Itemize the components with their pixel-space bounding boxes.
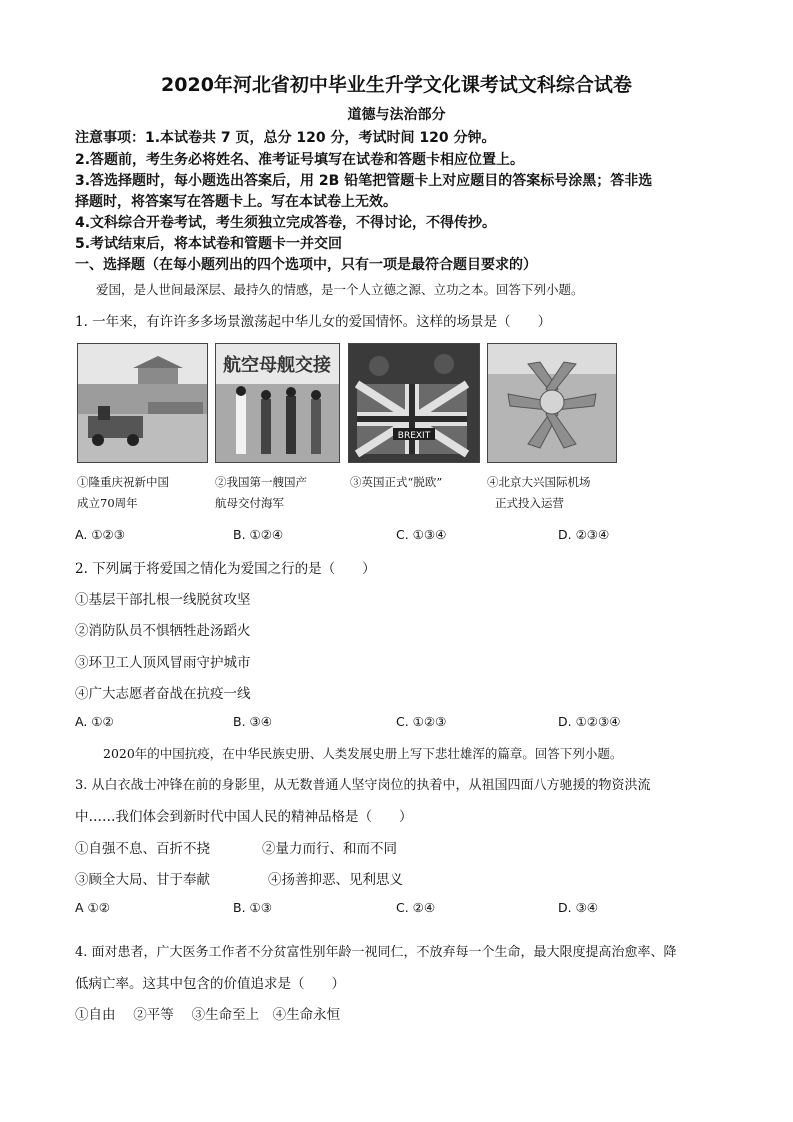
note-line: 3.答选择题时，每小题选出答案后，用 2B 铅笔把管题卡上对应题目的答案标号涂黑；答非选 [75, 173, 653, 189]
caption-4: ④北京大兴国际机场 正式投入运营 [487, 475, 591, 510]
option-b: B. ③④ [233, 714, 272, 729]
note-line: 4.文科综合开卷考试，考生须独立完成答卷，不得讨论，不得传抄。 [75, 215, 497, 231]
option-d: D. ①②③④ [558, 714, 621, 729]
question-stem: 3. 从白衣战士冲锋在前的身影里，从无数普通人坚守岗位的执着中，从祖国四面八方驰援的物资洪流 [75, 778, 651, 793]
statement-item: ①基层干部扎根一线脱贫攻坚 [75, 592, 251, 608]
carrier-handover-photo [215, 343, 340, 463]
caption-2: ②我国第一艘国产 航母交付海军 [215, 475, 307, 510]
flag-text: BREXIT [397, 431, 431, 441]
option-d: D. ②③④ [558, 527, 610, 542]
caption-3: ③英国正式“脱欧” [350, 475, 443, 489]
section-subtitle: 道德与法治部分 [347, 107, 446, 123]
statement-item: ②量力而行、和而不同 [262, 841, 397, 857]
option-b: B. ①②④ [233, 527, 284, 542]
exam-title: 2020年河北省初中毕业生升学文化课考试文科综合试卷 [161, 74, 632, 96]
section-heading: 一、选择题（在每小题列出的四个选项中，只有一项是最符合题目要求的） [75, 257, 537, 273]
statement-item: ③顾全大局、甘于奉献 [75, 872, 210, 888]
note-line: 注意事项：1.本试卷共 7 页，总分 120 分，考试时间 120 分钟。 [75, 130, 496, 146]
option-c: C. ②④ [396, 900, 436, 915]
option-c: C. ①②③ [396, 714, 447, 729]
question-stem: 中……我们体会到新时代中国人民的精神品格是（ ） [75, 809, 413, 825]
note-line: 择题时，将答案写在答题卡上。写在本试卷上无效。 [75, 194, 397, 210]
question-stem: 1. 一年来，有许许多多场景激荡起中华儿女的爱国情怀。这样的场景是（ ） [75, 314, 552, 330]
airport-photo [487, 343, 617, 463]
option-d: D. ③④ [558, 900, 598, 915]
brexit-flag-photo [348, 343, 480, 463]
statement-item: ④扬善抑恶、见利思义 [268, 872, 403, 888]
option-a: A ①② [75, 900, 110, 915]
intro-text: 爱国，是人世间最深层、最持久的情感，是一个人立德之源、立功之本。回答下列小题。 [96, 282, 584, 297]
banner-text: 航空母舰交接 [223, 355, 331, 376]
question-stem: 低病亡率。这其中包含的价值追求是（ ） [75, 976, 345, 992]
statement-item: ④广大志愿者奋战在抗疫一线 [75, 686, 251, 702]
statement-item: ③环卫工人顶风冒雨守护城市 [75, 655, 251, 671]
caption-1: ①隆重庆祝新中国 成立70周年 [77, 475, 169, 510]
statement-items: ①自由 ②平等 ③生命至上 ④生命永恒 [75, 1007, 341, 1023]
statement-item: ②消防队员不惧牺牲赴汤蹈火 [75, 623, 251, 639]
intro-text: 2020年的中国抗疫，在中华民族史册、人类发展史册上写下悲壮雄浑的篇章。回答下列小题。 [103, 746, 623, 761]
note-line: 5.考试结束后，将本试卷和管题卡一并交回 [75, 236, 343, 252]
option-a: A. ①②③ [75, 527, 125, 542]
option-b: B. ①③ [233, 900, 272, 915]
statement-item: ①自强不息、百折不挠 [75, 841, 210, 857]
option-c: C. ①③④ [396, 527, 447, 542]
question-stem: 2. 下列属于将爱国之情化为爱国之行的是（ ） [75, 561, 376, 577]
option-a: A. ①② [75, 714, 114, 729]
question-stem: 4. 面对患者，广大医务工作者不分贫富性别年龄一视同仁，不放弃每一个生命，最大限度提高治愈率、降 [75, 945, 677, 960]
note-line: 2.答题前，考生务必将姓名、准考证号填写在试卷和答题卡相应位置上。 [75, 152, 525, 168]
parade-photo [77, 343, 208, 463]
